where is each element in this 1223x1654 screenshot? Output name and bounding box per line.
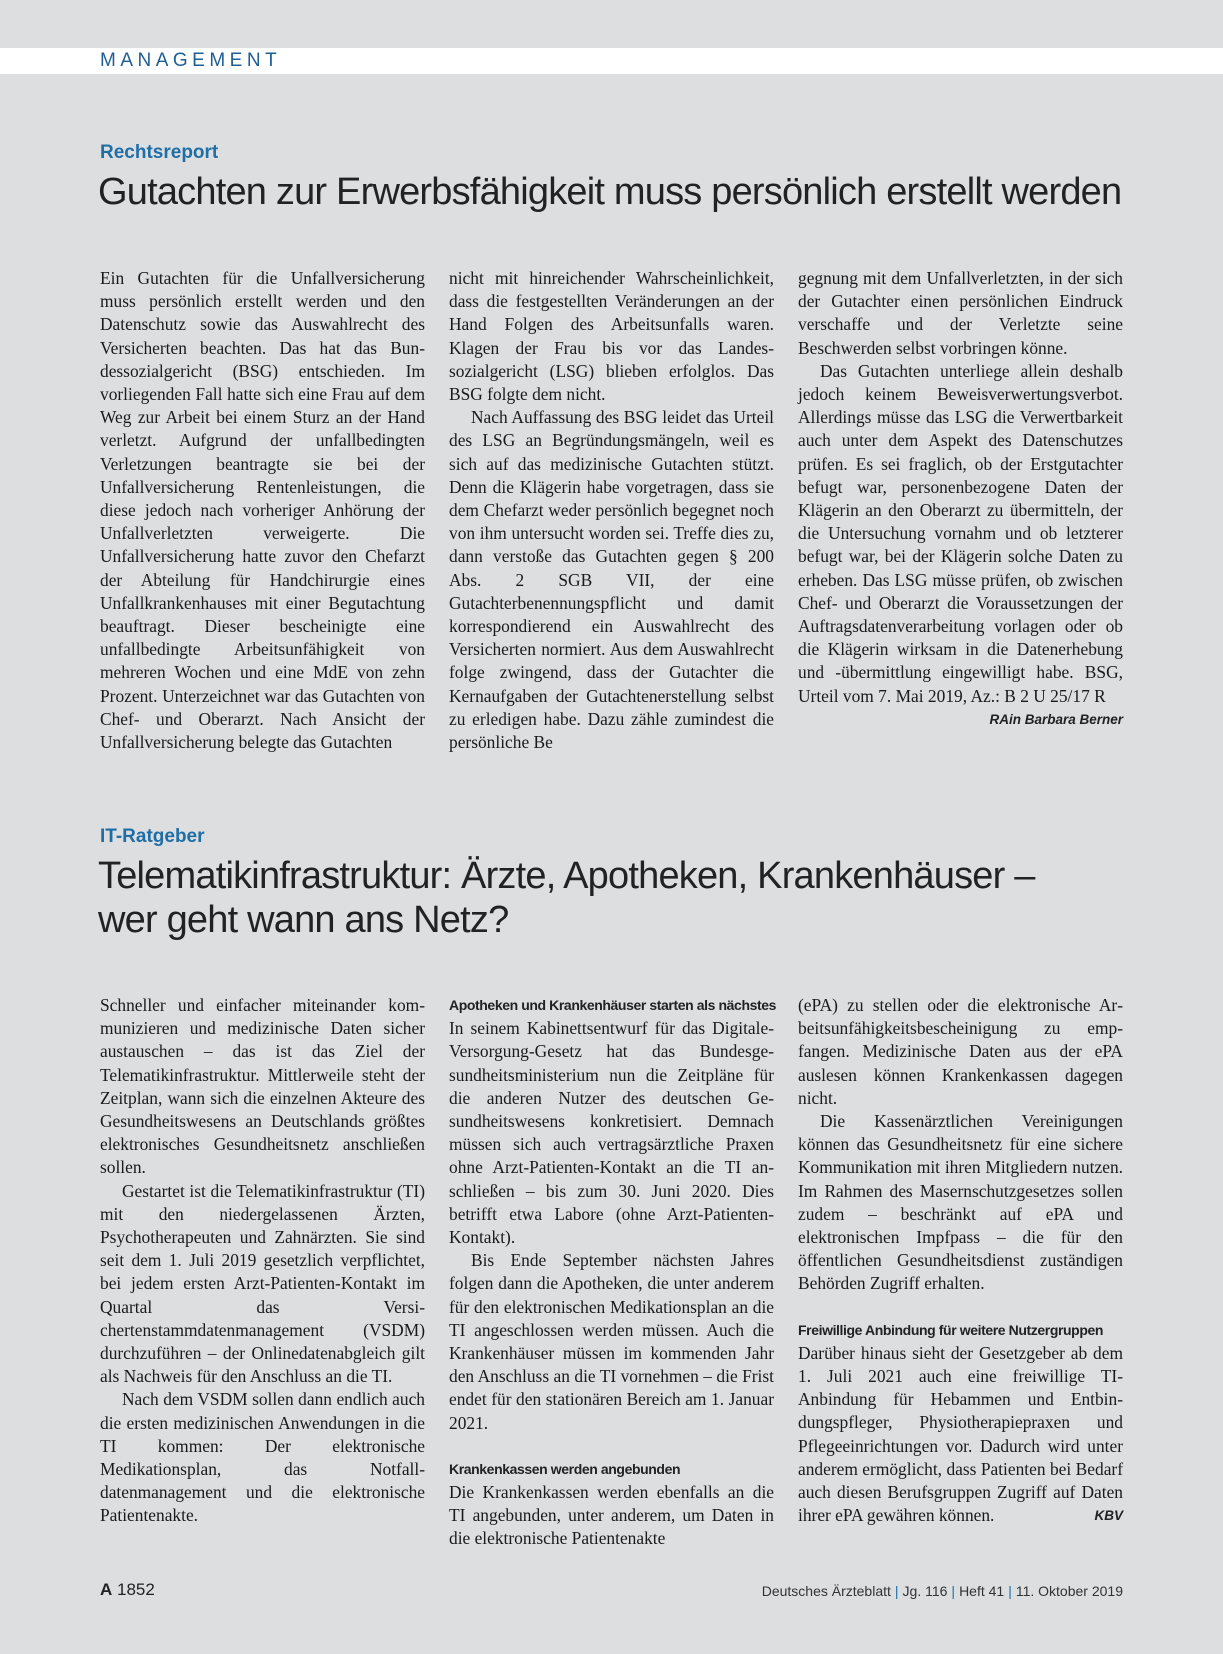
journal-info: Deutsches Ärzteblatt | Jg. 116 | Heft 41 | 11. Oktober 2019 [761,1583,1123,1599]
paragraph: nicht mit hinreichender Wahrscheinlichkeit, dass die festgestellten Veränderungen an der Hand Folgen des Arbeitsunfalls waren. Klagen der Frau bis vor das Landessozialgericht (LSG) blieben erfolglos. Das BSG folgte dem nicht. [449,268,774,405]
article1-kicker: Rechtsreport [100,142,219,163]
section-label: MANAGEMENT [100,50,282,71]
paragraph: (ePA) zu stellen oder die elektronische Arbeitsunfähigkeitsbescheinigung zu empfangen. Medizinische Daten aus der ePA auslesen können Krankenkassen dagegen nicht. [798,995,1123,1108]
paragraph: Die Krankenkassen werden ebenfalls an die TI angebunden, unter anderem, um Daten in die elektronische Patientenakte [449,1482,774,1549]
page-prefix: A [100,1580,113,1599]
article1-column-1 [100,267,425,754]
article2-column-3 [798,994,1123,1527]
paragraph: Gestartet ist die Telematikinfrastruktur (TI) mit den niedergelassenen Ärzten, Psychotherapeuten und Zahnärzten. Sie sind seit dem 1. Juli 2019 gesetzlich verpflichtet, bei jedem ersten Arzt-Patienten-Kontakt im Quartal das Versichertenstammdatenmanagement (VSDM) durchzuführen – der Onlinedatenabgleich gilt als Nachweis für den Anschluss an die TI. [100,1180,425,1387]
article1-column-3 [798,267,1123,731]
article2-kicker: IT-Ratgeber [100,826,205,847]
journal-date: 11. Oktober 2019 [1015,1583,1123,1599]
article2-column-2 [449,994,777,1551]
paragraph [798,1342,1123,1528]
article1-column-2 [449,267,774,754]
page-number [100,1580,155,1600]
paragraph: Ein Gutachten für die Unfallversicherung muss persönlich erstellt werden und den Datenschutz sowie das Auswahlrecht des Versicherten beachten. Das hat das Bundessozialgericht (BSG) entschieden. Im vorliegenden Fall hatte sich eine Frau auf dem Weg zur Arbeit bei einem Sturz an der Hand verletzt. Aufgrund der unfallbedingten Verletzungen beantragte sie bei der Unfallversicherung Rentenleistungen, die diese jedoch nach vorheriger Anhörung der Unfallverletzten verweigerte. Die Unfallversicherung hatte zuvor den Chefarzt der Abteilung für Handchirurgie eines Unfallkrankenhauses mit einer Begutachtung beauftragt. Dieser bescheinigte eine unfallbedingte Arbeitsunfähigkeit von mehreren Wochen und eine MdE von zehn Prozent. Unterzeichnet war das Gutachten von Chef- und Oberarzt. Nach Ansicht der Unfallversicherung belegte das Gutachten [100,268,425,753]
paragraph: Nach dem VSDM sollen dann endlich auch die ersten medizinischen Anwendungen in die TI kommen: Der elektronische Medikationsplan, das Notfalldatenmanagement und die elektronische Patientenakte. [100,1389,425,1526]
paragraph: Schneller und einfacher miteinander kommunizieren und medizinische Daten sicher austauschen – das ist das Ziel der Telematikinfrastruktur. Mittlerweile steht der Zeitplan, wann sich die einzelnen Akteure des Gesundheitswesens an Deutschlands größtes elektronisches Gesundheitsnetz anschließen sollen. [100,995,425,1178]
article2-column-1 [100,994,425,1528]
paragraph-text: Darüber hinaus sieht der Gesetzgeber ab dem 1. Juli 2021 auch eine freiwillige TI-Anbindung für Hebammen und Entbindungspfleger, Physiotherapiepraxen und Pflegeeinrichtungen vor. Dadurch wird unter anderem ermöglicht, dass Patienten bei Bedarf auch diesen Berufsgruppen Zugriff auf Daten ihrer ePA gewähren können. [798,1342,1123,1526]
title-line-2: wer geht wann ans Netz? [98,899,509,941]
subheading: Freiwillige Anbindung für weitere Nutzergruppen [798,1321,1104,1338]
page-number-value: 1852 [117,1580,155,1599]
subheading: Apotheken und Krankenhäuser starten als nächstes [449,997,777,1013]
author-signature: RAin Barbara Berner [989,711,1123,727]
paragraph-text: Das Gutachten unterliege allein deshalb jedoch keinem Beweisverwertungsverbot. Allerdings müsse das LSG die Verwertbarkeit auch unter dem Aspekt des Datenschutzes prüfen. Es sei fraglich, ob der Erstgutachter befugt war, personenbezogene Daten der Klägerin an den Oberarzt zu übermitteln, der die Untersuchung vornahm und ob letzterer befugt war, bei der Klägerin solche Daten zu erheben. Das LSG müsse prüfen, ob zwischen Chef- und Oberarzt die Voraussetzungen der Auftragsdatenverarbeitung vorlagen oder ob die Klägerin wirksam in die Datenerhebung und -übermittlung eingewilligt habe. BSG, Urteil vom 7. Mai 2019, Az.: B 2 U 25/17 R [798,360,1123,706]
paragraph: Die Kassenärztlichen Vereinigungen können das Gesundheitsnetz für eine sichere Kommunikation mit ihren Mitgliedern nutzen. Im Rahmen des Masernschutzgesetzes sollen zudem – beschränkt auf ePA und elektronischen Impfpass – die für den öffentlichen Gesundheitsdienst zuständigen Behörden Zugriff erhalten. [798,1111,1123,1294]
journal-issue: Heft 41 [959,1583,1005,1599]
paragraph: Bis Ende September nächsten Jahres folgen dann die Apotheken, die unter anderem für den elektronischen Medikationsplan an die TI angeschlossen werden müssen. Auch die Krankenhäuser müssen im kommenden Jahr den Anschluss an die TI vornehmen – die Frist endet für den stationären Bereich am 1. Januar 2021. [449,1250,774,1433]
paragraph: In seinem Kabinettsentwurf für das Digitale-Versorgung-Gesetz hat das Bundesgesundheitsministerium nun die Zeitpläne für die anderen Nutzer des deutschen Gesundheitswesens konkretisiert. Demnach müssen sich auch vertragsärztliche Praxen ohne Arzt-Patienten-Kontakt an die TI anschließen – bis zum 30. Juni 2020. Dies betrifft etwa Labore (ohne Arzt-Patienten-Kontakt). [449,1018,774,1248]
article1-title: Gutachten zur Erwerbsfähigkeit muss persönlich erstellt werden [98,171,1122,213]
author-signature: KBV [1094,1508,1123,1524]
paragraph: gegnung mit dem Unfallverletzten, in der sich der Gutachter einen persönlichen Eindruck verschaffe und der Verletzte seine Beschwerden selbst vorbringen könne. [798,268,1123,358]
title-line-1: Telematikinfrastruktur: Ärzte, Apotheken, Krankenhäuser – [98,855,1035,897]
journal-name: Deutsches Ärzteblatt [761,1583,891,1599]
paragraph [798,360,1123,727]
paragraph: Nach Auffassung des BSG leidet das Urteil des LSG an Begründungsmängeln, weil es sich auf das medizinische Gutachten stützt. Denn die Klägerin habe vorgetragen, dass sie dem Chefarzt weder persönlich begegnet noch von ihm untersucht worden sei. Treffe dies zu, dann verstoße das Gutachten gegen § 200 Abs. 2 SGB VII, der eine Gutachterbenennungspflicht und damit korrespondierend ein Auswahlrecht des Versicherten normiert. Aus dem Auswahlrecht folge zwingend, dass der Gutachter die Kernaufgaben der Gutachtenerstellung selbst zu erledigen habe. Dazu zähle zumindest die persönliche Be [449,407,774,753]
article2-title [98,854,1035,942]
journal-volume: Jg. 116 [902,1583,948,1599]
subheading: Krankenkassen werden angebunden [449,1460,681,1477]
